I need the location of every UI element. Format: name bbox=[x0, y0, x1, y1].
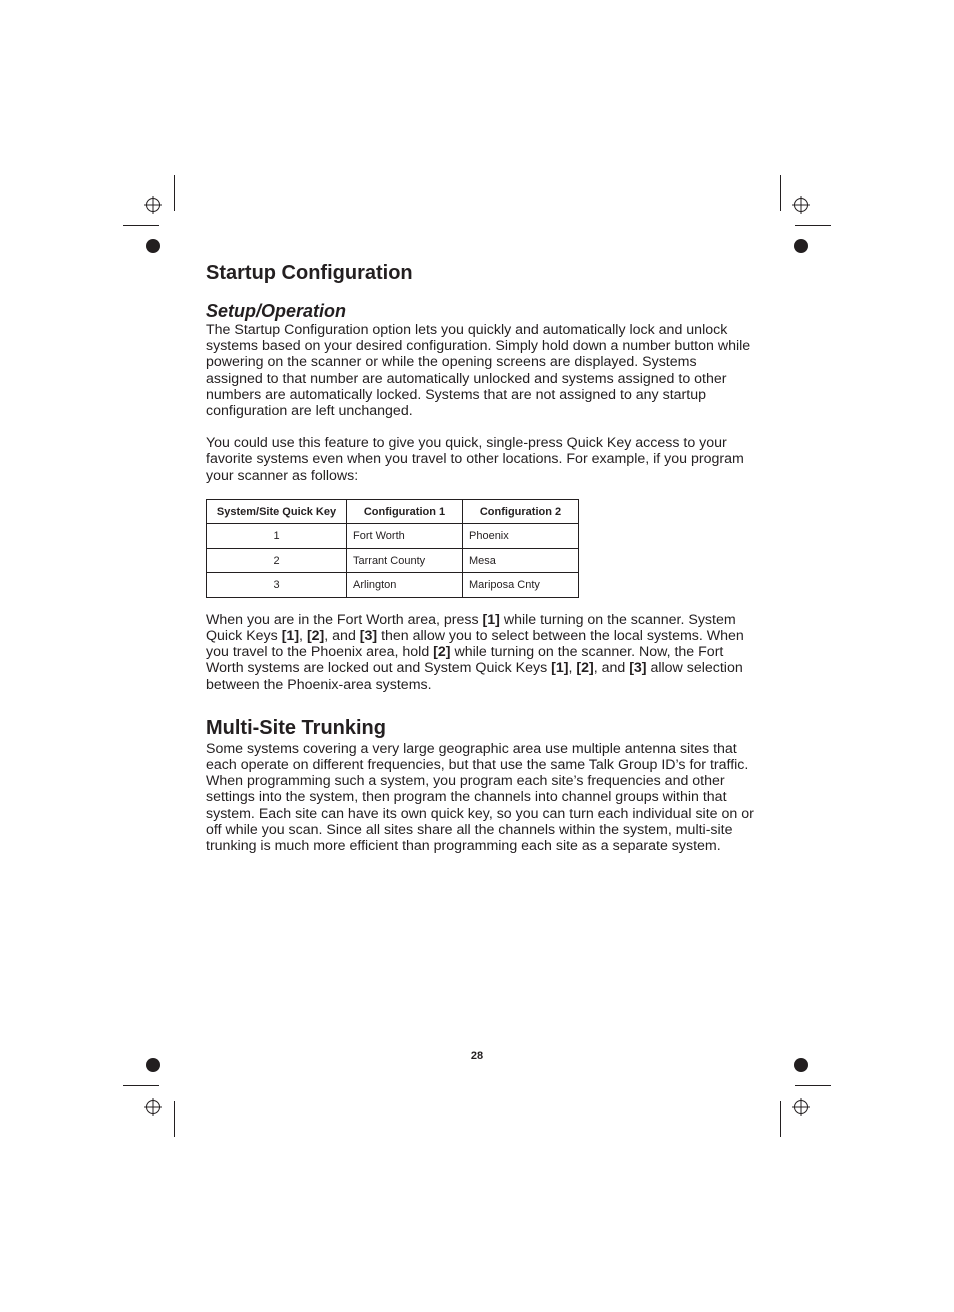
crop-line bbox=[123, 1085, 159, 1086]
crop-line bbox=[780, 1101, 781, 1137]
key-label: [1] bbox=[281, 628, 300, 645]
crop-line bbox=[123, 225, 159, 226]
table-row bbox=[207, 524, 579, 549]
multisite-paragraph: Some systems covering a very large geographic area use multiple antenna sites that each operate on different frequencies, but that use the same Talk Group ID’s for traffic. When programming such a system, you program each site’s frequencies and other settings into the system, then program the channels into channel groups within that system. Each site can have its own quick key, so you can turn each individual site on or off while you scan. Since all sites share all the channels within the system, multi-site trunking is much more efficient than programming each site as a separate system. bbox=[206, 740, 754, 855]
config1-cell: Fort Worth bbox=[347, 524, 463, 549]
registration-dot-icon bbox=[794, 239, 808, 253]
section-title: Multi-Site Trunking bbox=[206, 716, 386, 739]
usage-paragraph bbox=[206, 612, 754, 693]
registration-target-icon bbox=[144, 196, 162, 214]
text-run: , and bbox=[324, 628, 360, 645]
registration-target-icon bbox=[792, 196, 810, 214]
key-label: [2] bbox=[306, 628, 325, 645]
text-run: , bbox=[568, 660, 577, 677]
key-label: [3] bbox=[629, 660, 647, 677]
subsection-title: Setup/Operation bbox=[206, 301, 347, 321]
config1-cell: Arlington bbox=[347, 573, 463, 598]
quick-key-cell: 2 bbox=[207, 548, 347, 573]
crop-line bbox=[174, 1101, 175, 1137]
key-label: [2] bbox=[576, 660, 594, 677]
section-title: Startup Configuration bbox=[206, 262, 413, 284]
column-header: Configuration 2 bbox=[463, 499, 579, 524]
page-number: 28 bbox=[470, 1050, 484, 1062]
key-label: [2] bbox=[433, 644, 451, 661]
table-row bbox=[207, 573, 579, 598]
example-paragraph: You could use this feature to give you quick, single-press Quick Key access to your favorite systems even when you travel to other locations. For example, if you program your scanner as follows: bbox=[206, 435, 744, 484]
crop-line bbox=[174, 175, 175, 211]
config2-cell: Mariposa Cnty bbox=[463, 573, 579, 598]
table-header-row bbox=[207, 499, 579, 524]
column-header: Configuration 1 bbox=[347, 499, 463, 524]
registration-target-icon bbox=[144, 1098, 162, 1116]
crop-line bbox=[795, 225, 831, 226]
quick-key-cell: 3 bbox=[207, 573, 347, 598]
column-header: System/Site Quick Key bbox=[207, 499, 347, 524]
key-label: [1] bbox=[551, 660, 569, 677]
registration-target-icon bbox=[792, 1098, 810, 1116]
text-run: , and bbox=[593, 660, 630, 677]
crop-line bbox=[795, 1085, 831, 1086]
startup-config-table bbox=[206, 499, 579, 598]
quick-key-cell: 1 bbox=[207, 524, 347, 549]
config2-cell: Mesa bbox=[463, 548, 579, 573]
registration-dot-icon bbox=[146, 239, 160, 253]
config2-cell: Phoenix bbox=[463, 524, 579, 549]
key-label: [3] bbox=[359, 628, 378, 645]
intro-paragraph: The Startup Configuration option lets you quickly and automatically lock and unlock systems based on your desired configuration. Simply hold down a number button while powering on the scanner or while the opening screens are displayed. Systems assigned to that number are automatically unlocked and systems assigned to other numbers are automatically locked. Systems that are not assigned to any startup configuration are left unchanged. bbox=[206, 322, 751, 420]
text-run: while turning on the scanner. Now, the Fort Worth systems are locked out and System Quick Keys bbox=[206, 644, 724, 677]
text-run: , bbox=[299, 628, 307, 645]
config1-cell: Tarrant County bbox=[347, 548, 463, 573]
page-content bbox=[206, 258, 754, 854]
table-row bbox=[207, 548, 579, 573]
key-label: [1] bbox=[482, 611, 500, 628]
text-run: allow selection between the Phoenix-area systems. bbox=[206, 660, 743, 693]
crop-line bbox=[780, 175, 781, 211]
text-run: When you are in the Fort Worth area, press bbox=[206, 611, 483, 628]
text-run: while turning on the scanner. System Quick Keys bbox=[206, 611, 736, 645]
text-run: then allow you to select between the local systems. When you travel to the Phoenix area, hold bbox=[206, 628, 744, 661]
